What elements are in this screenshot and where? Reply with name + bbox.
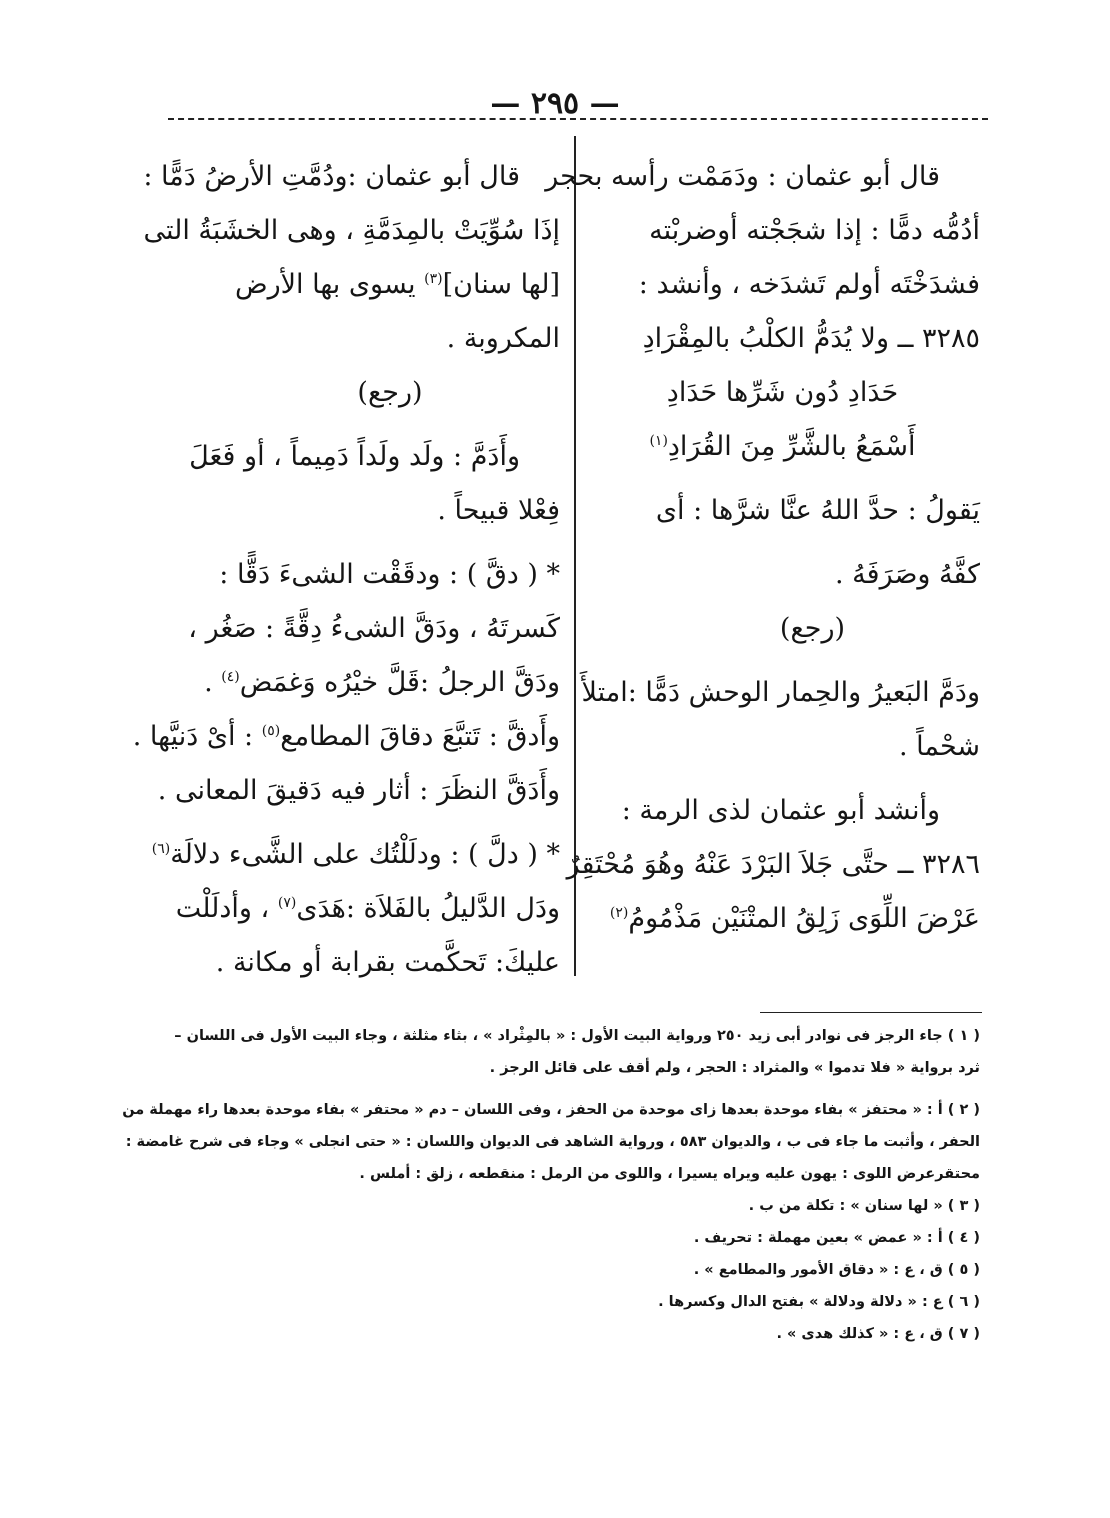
verse-3286-line-2-text: عَرْضَ اللِّوَى زَلِقُ المتْنَيْن مَذْمُومُ: [628, 903, 980, 934]
entry-daqq-line-2: كَسرتَهُ ، ودَقَّ الشىءُ دِقَّةً : صَغُر ،: [188, 613, 560, 644]
left-line-4: المكروبة .: [446, 323, 560, 354]
footnote-ref-4: (٤): [221, 669, 240, 685]
right-line-10: شحْماً .: [898, 731, 980, 762]
footnote-4: ( ٤ ) أ : « عمض » بعين مهملة : تحريف .: [693, 1230, 980, 1246]
footnote-ref-5: (٥): [261, 723, 281, 739]
header-rule: [168, 118, 988, 120]
right-line-2: أدُمُّه دمًّا : إذا شجَجْته أوضربْته: [649, 215, 980, 246]
entry-daqq-line-4: [132, 710, 560, 764]
entry-daqq-line-5: وأَدَقَّ النظَرَ : أثار فيه دَقيقَ المعانى .: [157, 775, 560, 806]
entry-dall-line-2: [160, 882, 560, 936]
entry-daqq-line-3: [160, 656, 560, 710]
entry-dall-line-2-a: ودَل الدَّليلُ بالفَلاَة :هَدَى: [296, 893, 560, 924]
entry-daqq-line-4-b: : أىْ دَنيَّها .: [132, 721, 262, 752]
footnote-ref-1: (١): [649, 433, 668, 449]
entry-dall-line-1: [151, 828, 560, 882]
right-line-3: فشدَخْتَه أولم تَشدَخه ، وأنشد :: [638, 269, 980, 300]
footnote-3: ( ٣ ) « لها سنان » : تكلة من ب .: [748, 1198, 980, 1214]
right-line-11: وأنشد أبو عثمان لذى الرمة :: [621, 795, 940, 826]
right-section-heading: (رجع): [779, 613, 846, 644]
footnote-1-line-1: ( ١ ) جاء الرجز فى نوادر أبى زيد ٢٥٠ ورواية البيت الأول : « بالمِثْراد » ، بثاء مثلثة ، وجاء البيت الأول فى اللسان –: [174, 1028, 980, 1044]
footnote-7: ( ٧ ) ق ، ع : « كذلك هدى » .: [776, 1326, 980, 1342]
left-line-2: إذَا سُوِّيَتْ بالمِدَمَّةِ ، وهى الخشَبَةُ التى: [143, 215, 560, 246]
footnote-6: ( ٦ ) ع : « دلالة ودلالة » بفتح الدال وكسرها .: [658, 1294, 980, 1310]
left-line-3-b: يسوى بها الأرض: [234, 269, 425, 300]
verse-3285-line-1: ٣٢٨٥ ــ ولا يُدَمُّ الكلْبُ بالمِقْرَادِ: [642, 323, 980, 354]
verse-3285-line-3: [585, 420, 980, 474]
entry-daqq-line-3-a: ودَقَّ الرجلُ :قَلَّ خيْرُه وَغمَض: [239, 667, 560, 698]
entry-dall-line-2-b: ، وأدلَلْت: [175, 893, 278, 924]
left-line-3-a: [لها سنان]: [442, 269, 560, 300]
left-column: [132, 150, 560, 990]
footnotes: [122, 1020, 980, 1350]
verse-3286-line-2: [585, 892, 980, 946]
left-section-heading: (رجع): [357, 377, 423, 408]
footnote-ref-3: (٣): [424, 271, 443, 287]
verse-3285-line-3-text: أَسْمَعُ بالشَّرِّ مِنَ القُرَادِ: [667, 431, 916, 462]
entry-daqq-line-3-b: .: [204, 667, 222, 698]
verse-3286-line-1: ٣٢٨٦ ــ حتَّى جَلاَ البَرْدَ عَنْهُ وهُوَ مُحْتَقِرٌ: [566, 849, 980, 880]
right-line-9: ودَمَّ البَعيرُ والحِمار الوحش دَمًّا :امتلأَ: [581, 677, 980, 708]
footnote-rule: [760, 1012, 982, 1013]
left-line-3: [160, 258, 560, 312]
verse-3285-line-2: حَدَادِ دُون شَرِّها حَدَادِ: [666, 377, 899, 408]
entry-daqq-line-1: * ( دقَّ ) : ودقَقْت الشىءَ دَقًّا :: [219, 559, 560, 590]
left-line-1: قال أبو عثمان :ودُمَّتِ الأرضُ دَمًّا :: [143, 161, 520, 192]
footnote-ref-2: (٢): [609, 905, 629, 921]
left-line-5: وأَدَمَّ : ولَد ولَداً دَمِيماً ، أو فَعَلَ: [189, 441, 520, 472]
right-line-1: قال أبو عثمان : ودَمَمْت رأسه بحجر: [545, 161, 940, 192]
entry-dall-line-3: عليكَ: تَحكَّمت بقرابة أو مكانة .: [215, 947, 560, 978]
footnote-1-line-2: ثرد برواية « فلا تدموا » والمثراد : الحجر ، ولم أقف على قائل الرجز .: [489, 1060, 980, 1076]
footnote-2-line-1: ( ٢ ) أ : « محتفز » بفاء موحدة بعدها زاى موحدة من الحفز ، وفى اللسان – دم « محتفر » بفاء موحدة بعدها راء مهملة من: [122, 1102, 980, 1118]
right-line-8: كفَّهُ وصَرَفَهُ .: [835, 559, 980, 590]
right-column: [545, 150, 980, 946]
entry-daqq-line-4-a: وأَدقَّ : تَتبَّعَ دقاقَ المطامع: [280, 721, 560, 752]
right-line-7: يَقولُ : حدَّ اللهُ عنَّا شرَّها : أى: [655, 495, 980, 526]
footnote-2-line-3: محتقرعرض اللوى : يهون عليه ويراه يسيرا ، واللوى من الرمل : منقطعه ، زلق : أملس .: [359, 1166, 980, 1182]
footnote-5: ( ٥ ) ق ، ع : « دقاق الأمور والمطامع » .: [693, 1262, 980, 1278]
footnote-ref-6: (٦): [151, 841, 171, 857]
footnote-2-line-2: الحفر ، وأثبت ما جاء فى ب ، والديوان ٥٨٣ ، ورواية الشاهد فى الديوان واللسان : « حتى انجلى » وجاء فى شرح غامضة :: [125, 1134, 980, 1150]
footnote-ref-7: (٧): [277, 895, 297, 911]
left-line-6: فِعْلا قبيحاً .: [437, 495, 560, 526]
page-number: — ٢٩٥ —: [490, 86, 620, 121]
entry-dall-line-1-a: * ( دلَّ ) : ودلَلْتُك على الشَّىء دلالَة: [170, 839, 560, 870]
